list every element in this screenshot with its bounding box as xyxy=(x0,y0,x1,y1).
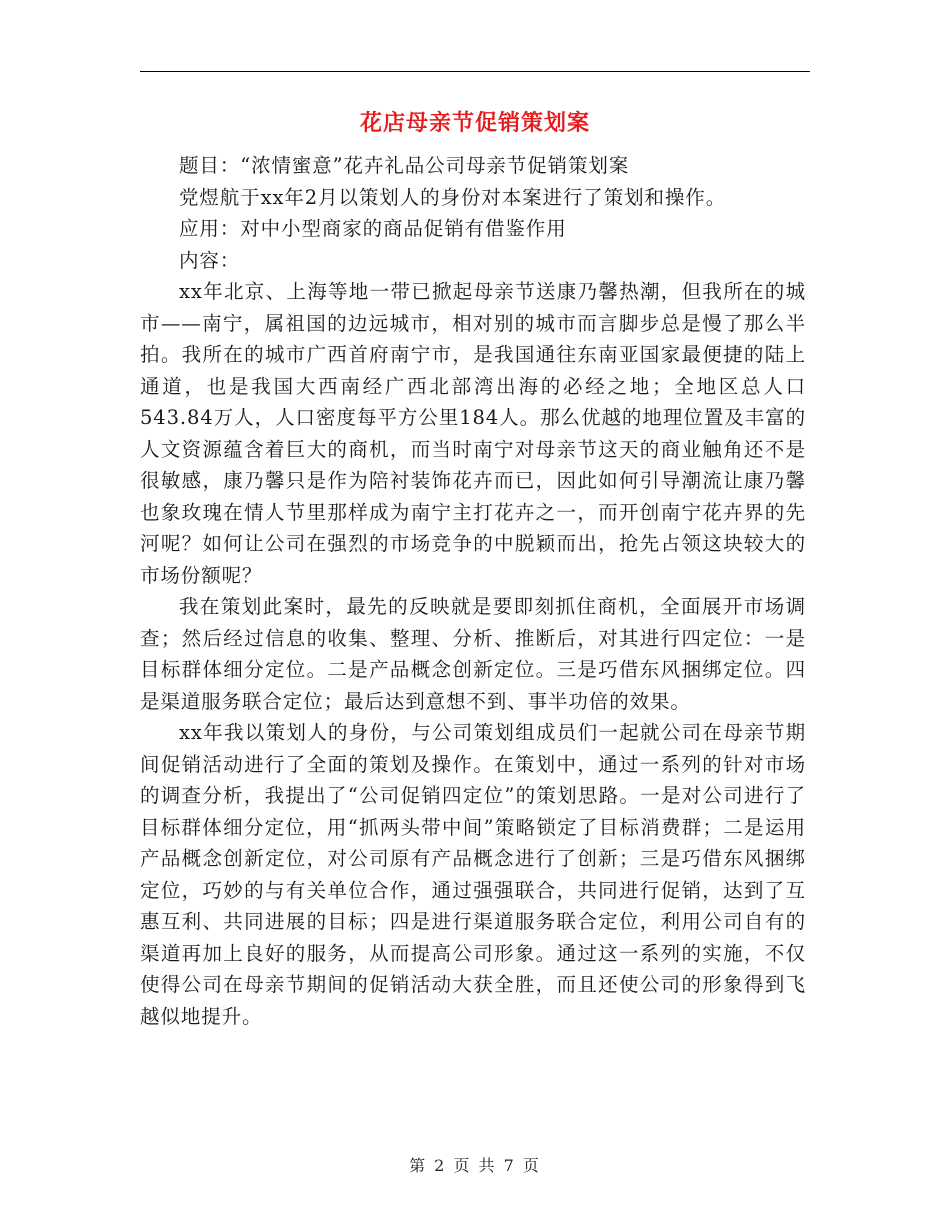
paragraph-execution: xx年我以策划人的身份，与公司策划组成员们一起就公司在母亲节期间促销活动进行了全面的策划及操作。在策划中，通过一系列的针对市场的调查分析，我提出了“公司促销四定位”的策划思路。一是对公司进行了目标群体细分定位，用“抓两头带中间”策略锁定了目标消费群；二是运用产品概念创新定位，对公司原有产品概念进行了创新；三是巧借东风捆绑定位，巧妙的与有关单位合作，通过强强联合，共同进行促销，达到了互惠互利、共同进展的目标；四是进行渠道服务联合定位，利用公司自有的渠道再加上良好的服务，从而提高公司形象。通过这一系列的实施，不仅使得公司在母亲节期间的促销活动大获全胜，而且还使公司的形象得到飞越似地提升。 xyxy=(140,721,806,1028)
paragraph-content-label: 内容： xyxy=(179,248,241,272)
paragraph-background: xx年北京、上海等地一带已掀起母亲节送康乃馨热潮，但我所在的城市——南宁，属祖国的边远城市，相对别的城市而言脚步总是慢了那么半拍。我所在的城市广西首府南宁市，是我国通往东南亚国家最便捷的陆上通道，也是我国大西南经广西北部湾出海的必经之地；全地区总人口543.84万人，人口密度每平方公里184人。那么优越的地理位置及丰富的人文资源蕴含着巨大的商机，而当时南宁对母亲节这天的商业触角还不是很敏感，康乃馨只是作为陪衬装饰花卉而已，因此如何引导潮流让康乃馨也象玫瑰在情人节里那样成为南宁主打花卉之一，而开创南宁花卉界的先河呢？如何让公司在强烈的市场竞争的中脱颖而出，抢先占领这块较大的市场份额呢？ xyxy=(140,280,806,587)
page-number-footer: 第 2 页 共 7 页 xyxy=(409,1156,541,1175)
document-title: 花店母亲节促销策划案 xyxy=(359,111,590,136)
document-body xyxy=(140,150,806,1032)
paragraph-author: 党煜航于xx年2月以策划人的身份对本案进行了策划和操作。 xyxy=(179,185,727,209)
header-rule xyxy=(140,71,810,72)
paragraph-application: 应用：对中小型商家的商品促销有借鉴作用 xyxy=(179,217,567,240)
paragraph-topic: 题目：“浓情蜜意”花卉礼品公司母亲节促销策划案 xyxy=(179,154,630,177)
paragraph-strategy: 我在策划此案时，最先的反映就是要即刻抓住商机，全面展开市场调查；然后经过信息的收集、整理、分析、推断后，对其进行四定位：一是目标群体细分定位。二是产品概念创新定位。三是巧借东风捆绑定位。四是渠道服务联合定位；最后达到意想不到、事半功倍的效果。 xyxy=(140,595,806,713)
